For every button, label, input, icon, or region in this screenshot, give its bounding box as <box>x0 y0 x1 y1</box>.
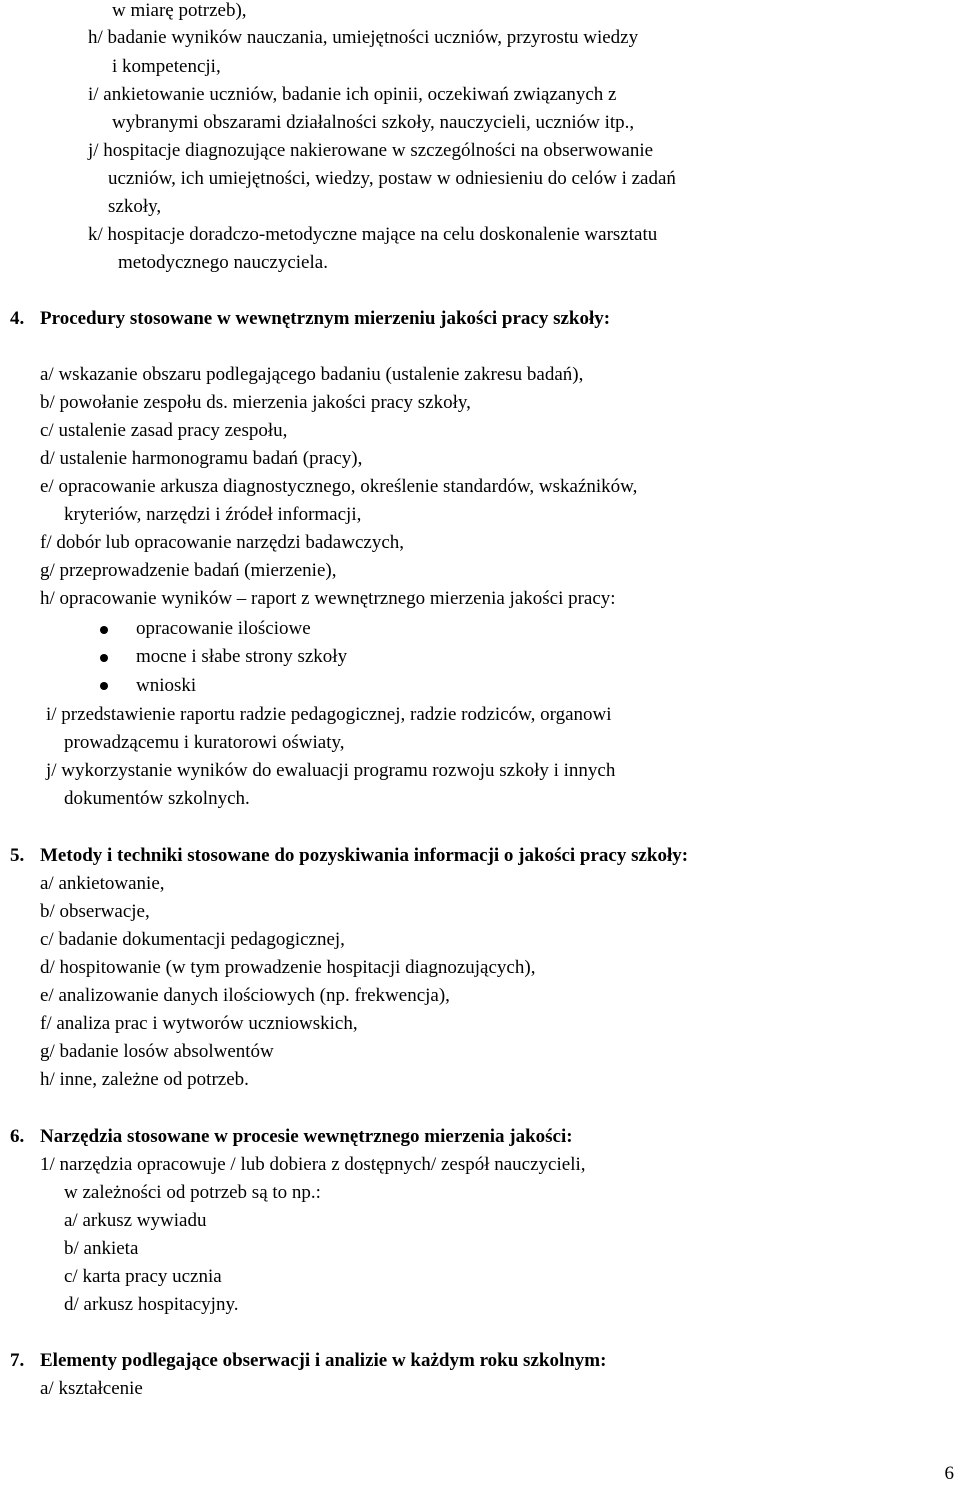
list-line: uczniów, ich umiejętności, wiedzy, postaw w odniesieniu do celów i zadań <box>108 168 676 189</box>
list-item-d: d/ hospitowanie (w tym prowadzenie hospitacji diagnozujących), <box>40 957 536 978</box>
section-number: 6. <box>10 1126 25 1147</box>
page-number: 6 <box>944 1463 954 1484</box>
bullet-icon <box>100 654 108 662</box>
list-item-a: a/ ankietowanie, <box>40 873 165 894</box>
list-item-h: h/ badanie wyników nauczania, umiejętności uczniów, przyrostu wiedzy <box>88 27 639 48</box>
bullet-icon <box>100 626 108 634</box>
list-item-d: d/ ustalenie harmonogramu badań (pracy), <box>40 448 363 469</box>
list-line: dokumentów szkolnych. <box>64 788 250 809</box>
section-number: 4. <box>10 308 25 329</box>
section-heading: Metody i techniki stosowane do pozyskiwania informacji o jakości pracy szkoły: <box>40 845 689 866</box>
bullet-icon <box>100 682 108 690</box>
list-item-i: i/ ankietowanie uczniów, badanie ich opinii, oczekiwań związanych z <box>88 84 617 105</box>
list-item-c: c/ karta pracy ucznia <box>64 1266 222 1287</box>
list-item-h: h/ inne, zależne od potrzeb. <box>40 1069 249 1090</box>
list-line: wybranymi obszarami działalności szkoły, nauczycieli, uczniów itp., <box>112 112 635 133</box>
list-item-j: j/ hospitacje diagnozujące nakierowane w szczególności na obserwowanie <box>88 140 654 161</box>
list-item-d: d/ arkusz hospitacyjny. <box>64 1294 239 1315</box>
bullet-item: opracowanie ilościowe <box>136 618 311 639</box>
list-item-b: b/ powołanie zespołu ds. mierzenia jakości pracy szkoły, <box>40 392 471 413</box>
list-line: metodycznego nauczyciela. <box>118 252 328 273</box>
section-heading: Narzędzia stosowane w procesie wewnętrznego mierzenia jakości: <box>40 1126 573 1147</box>
list-line: i kompetencji, <box>112 56 221 77</box>
list-item-a: a/ arkusz wywiadu <box>64 1210 207 1231</box>
list-item-c: c/ badanie dokumentacji pedagogicznej, <box>40 929 345 950</box>
list-item-j: j/ wykorzystanie wyników do ewaluacji programu rozwoju szkoły i innych <box>46 760 616 781</box>
list-item-g: g/ przeprowadzenie badań (mierzenie), <box>40 560 337 581</box>
list-item-g: g/ badanie losów absolwentów <box>40 1041 274 1062</box>
list-item-k: k/ hospitacje doradczo-metodyczne mające na celu doskonalenie warsztatu <box>88 224 658 245</box>
list-item-f: f/ dobór lub opracowanie narzędzi badawczych, <box>40 532 404 553</box>
list-item-1: 1/ narzędzia opracowuje / lub dobiera z dostępnych/ zespół nauczycieli, <box>40 1154 586 1175</box>
list-item-b: b/ obserwacje, <box>40 901 150 922</box>
list-item-e: e/ opracowanie arkusza diagnostycznego, określenie standardów, wskaźników, <box>40 476 638 497</box>
list-item-a: a/ kształcenie <box>40 1378 143 1399</box>
bullet-item: wnioski <box>136 675 197 696</box>
list-item-e: e/ analizowanie danych ilościowych (np. frekwencja), <box>40 985 450 1006</box>
list-item-h: h/ opracowanie wyników – raport z wewnętrznego mierzenia jakości pracy: <box>40 588 616 609</box>
list-line: w miarę potrzeb), <box>112 0 247 21</box>
bullet-item: mocne i słabe strony szkoły <box>136 646 348 667</box>
section-heading: Procedury stosowane w wewnętrznym mierzeniu jakości pracy szkoły: <box>40 308 611 329</box>
list-line: szkoły, <box>108 196 162 217</box>
section-heading: Elementy podlegające obserwacji i analizie w każdym roku szkolnym: <box>40 1350 607 1371</box>
list-item-f: f/ analiza prac i wytworów uczniowskich, <box>40 1013 358 1034</box>
list-line: kryteriów, narzędzi i źródeł informacji, <box>64 504 362 525</box>
list-line: prowadzącemu i kuratorowi oświaty, <box>64 732 345 753</box>
section-number: 7. <box>10 1350 25 1371</box>
list-item-a: a/ wskazanie obszaru podlegającego badaniu (ustalenie zakresu badań), <box>40 364 584 385</box>
list-item-i: i/ przedstawienie raportu radzie pedagogicznej, radzie rodziców, organowi <box>46 704 612 725</box>
section-number: 5. <box>10 845 25 866</box>
list-item-c: c/ ustalenie zasad pracy zespołu, <box>40 420 288 441</box>
list-item-b: b/ ankieta <box>64 1238 139 1259</box>
list-line: w zależności od potrzeb są to np.: <box>64 1182 321 1203</box>
